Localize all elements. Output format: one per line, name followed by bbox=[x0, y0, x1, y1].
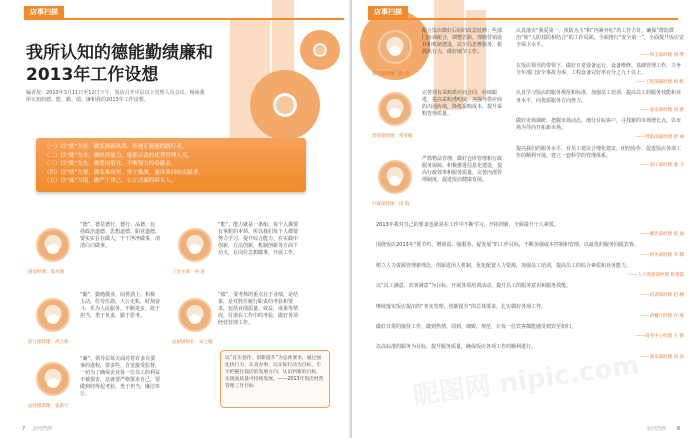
section-tag: 店事扫描 bbox=[368, 6, 408, 18]
statement-author: ——工程部副经理 杨 帆 bbox=[636, 80, 684, 86]
statement-text: 认真学习饭店的服务规范和标准，加强员工培训，提高员工的服务技能和业务水平，向优质服务方向努力。 bbox=[516, 90, 682, 104]
magazine-name: 金河湾画 bbox=[645, 426, 666, 432]
article-title: 我所认知的德能勤绩廉和2013年工作设想 bbox=[26, 43, 213, 85]
portrait-placeholder bbox=[178, 228, 212, 262]
statement-author: ——商务中心经理 王 静 bbox=[636, 334, 684, 340]
principle-item: （五）以“廉”为镜，做严于律己、公正清廉的带头人。 bbox=[44, 178, 177, 184]
portrait-placeholder bbox=[36, 228, 70, 262]
right-page bbox=[352, 0, 700, 438]
statement-text: 继续落实饭店提出的“务实管理、创新提升”的总体要求，扎实做好各项工作。 bbox=[376, 303, 547, 310]
person-caption: 营销部经理：常亚楠 bbox=[372, 134, 413, 139]
goal-quote-box bbox=[220, 350, 330, 408]
statement-text: 围绕饭店2013年“抓节约、增效益、强服务、促发展”的工作目标，不断加强成本控制和管理，以最优的服务回报宾客。 bbox=[376, 242, 639, 249]
person-caption: 总经理助理：张新宇 bbox=[28, 404, 69, 409]
card-text: 严抓物品管理，做好仓库管理和行政服务保障，积极推进信息化建设，提高行政效率和服务质量，完善内部管理制度，促进饭店健康发展。 bbox=[422, 156, 503, 183]
statement-text: 在饭店领导的带领下，做好日常设备运行、设备维修、基础管理工作，力争全年部门安全事故为零，工程设备完好率百分之九十以上。 bbox=[516, 62, 682, 77]
principles-box bbox=[36, 138, 306, 192]
section-tag: 店事扫描 bbox=[24, 6, 64, 18]
goal-quote-text: 以“有实意作、创新提升”为总体要求，通过强化执行力、认真办事，以实际行动为目标，牢牢把握住饭店的发展方向，认识到新的目标，实现高质量可持续发展。——2013年饭店经营管理工作目标 bbox=[225, 356, 324, 389]
film-reel-decoration bbox=[250, 70, 320, 140]
page-number: 8 bbox=[676, 426, 680, 432]
statement-text: 做好日常的接待工作，做到热情、周到、细致、规范，让每一位宾客都能感受到宾至如归。 bbox=[376, 324, 577, 331]
person-caption: 厨房经理：殷永强 bbox=[28, 270, 64, 275]
statement-text: 提高我们的服务水平，有员工建议合理化建议，团结协作，促进饭店各项工作的顺利开展，建立一套科学的管理体系。 bbox=[516, 145, 682, 159]
header-rule bbox=[368, 18, 678, 20]
manager-statements-lower bbox=[376, 222, 684, 365]
portrait-placeholder bbox=[378, 92, 412, 126]
portrait-placeholder bbox=[36, 298, 70, 332]
principle-item: （四）以“绩”为要，做克难攻坚、勇于挑战、惠泽黄河的贡献者。 bbox=[44, 169, 204, 176]
statement-author: ——培训部经理 赵 楠 bbox=[640, 293, 684, 299]
magazine-name: 金河湾画 bbox=[32, 426, 53, 432]
card-text: “勤”，勤勉敬业，闷着劲上，积极主动，任劳任怨，大公无私，时刻奋斗，乐为人民服务，不断进步，敢于担当，勇于负责，勤于思考。 bbox=[80, 292, 161, 319]
person-caption: 前厅部经理：熊 勇 bbox=[372, 72, 410, 77]
statement-author: ——保卫部经理 闻 继 bbox=[640, 52, 684, 58]
card-text: “绩”，要考核的重点在于业绩，是结果，是对胜任履行职责的考验和要求，包括业绩质量、效益，成果等情况，付诸在工作中的考验，做好各项经营管理工作。 bbox=[218, 292, 299, 326]
statement-text: 以高标准的服务为目标，提升服务质量，确保饭店各项工作的顺利进行。 bbox=[376, 344, 537, 351]
statement-author: ——西餐厅经理 许 燕 bbox=[640, 313, 684, 319]
watermark: 昵图网 nipic.com bbox=[411, 350, 641, 412]
article-intro: 编者按：2013年3月11日至12日下午，饭店召开中层以上管理人员会议，畅谈我所认知的德、能、勤、绩、廉和我的2013年工作设想。 bbox=[26, 90, 205, 103]
person-caption: 总厨厨师长：宋立刚 bbox=[172, 340, 213, 345]
statement-text: 2013年我对自己的要求也就是在工作中不断学习，开拓创新，全面提升个人素质。 bbox=[376, 222, 559, 228]
statement-author: ——财务部经理 李 娜 bbox=[640, 252, 684, 258]
principle-item: （二）以“能”为本，做经营能力、能职尽责的优秀管理人员。 bbox=[44, 152, 193, 159]
card-text: 配合饭店做好后厨的改造装修；些部门协调配合，调整思路，理顺营销设计和机制建设，以全局思维服务，狠抓执行力，做好细节工作。 bbox=[422, 28, 503, 55]
card-text: “德”，德是德行，德行、品德，包括政治道德、思想道德、职业道德。要实实在在做人，干干净净做事，清清白白做事。 bbox=[80, 222, 161, 249]
statement-text: 树立人力资源管理新理念，创新选用人机制，优化配置人力资源，加强员工培训，提高员工的综合素质和业务能力。 bbox=[376, 262, 632, 269]
person-caption: 工会主席：孙 涛 bbox=[172, 270, 205, 275]
card-text: “能”，能力就是一条船，每个人都要有掌舵的本领。所以我们每个人都要努力学习，提升综合能力，在实践中创新，方法创新，机制创新等方面下功夫，在岗位急想做事，开展工作。 bbox=[218, 222, 299, 256]
statement-author: ——餐饮部经理 张 丽 bbox=[640, 232, 684, 238]
person-caption: 前厅部经理：武立新 bbox=[28, 340, 69, 345]
card-text: “廉”，领导层每天面对着许多有要事的进程，要多些，自觉接受监督，一切为了确保企业每一位员工的利益不被损害，这就要严格要求自己，要做到经得起考验，勇于担当，廉洁奉公。 bbox=[80, 356, 161, 397]
statement-author: ——人力资源部经理 崔秀霞 bbox=[628, 273, 684, 279]
statement-author: ——前厅部经理 潘 卫 bbox=[640, 163, 684, 169]
portrait-placeholder bbox=[36, 362, 70, 396]
portrait-placeholder bbox=[378, 160, 412, 194]
person-caption: 行政部经理：田 海 bbox=[372, 202, 410, 207]
film-reel-decoration bbox=[300, 30, 340, 70]
statement-author: ——客房部经理 徐 蕾 bbox=[640, 107, 684, 113]
statement-author: ——营销部副经理 柴 丽 bbox=[636, 135, 684, 141]
header-rule bbox=[24, 18, 344, 20]
portrait-placeholder bbox=[178, 298, 212, 332]
statement-text: 以“员工满意、宾客满意”为目标，开展各项培训活动，提升员工的服务意识和服务技能。 bbox=[376, 283, 572, 290]
card-text: 完善现有采购供应商合同，持续跟进，提高采购透明度，加强与供应商的沟通协调，降低采购成本，提升采购管理质量。 bbox=[422, 90, 503, 117]
statement-text: 认真落实“我爱第一，预防为主”和“内紧外松”的工作方针，确保“群防群治”和“人防技防相结合”的工作局面，全面推行“安全第一”，全面提升饭店安全保卫水平。 bbox=[516, 28, 684, 49]
principle-item: （三）以“勤”为先，做爱岗敬业、不断努力的奉献者。 bbox=[44, 161, 177, 167]
page-number: 7 bbox=[22, 426, 26, 432]
statement-text: 做好市场调研，把握市场动态，细分目标客户，寻找新的市场增长点，以市场为导向开拓新市场。 bbox=[516, 118, 682, 132]
statement-author: ——康乐部经理 刘 涛 bbox=[640, 354, 684, 360]
principle-item: （一）以“德”为首，做弘扬新风尚、传递正能量的践行者。 bbox=[44, 144, 188, 150]
portrait-placeholder bbox=[378, 30, 412, 64]
manager-statements-upper bbox=[516, 28, 684, 173]
